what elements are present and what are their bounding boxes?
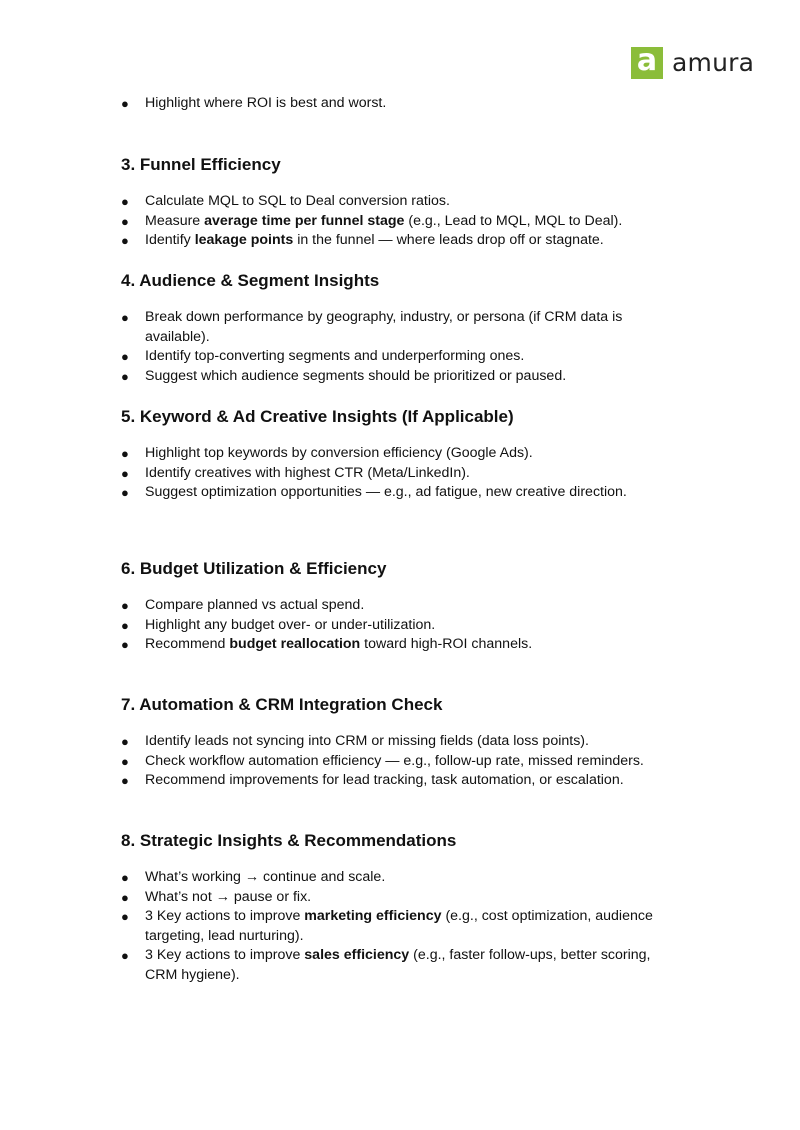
section-budget-utilization	[121, 558, 681, 655]
section-strategic-insights	[121, 830, 681, 986]
section-heading: 8. Strategic Insights & Recommendations	[121, 831, 457, 850]
list-item: ● Identify creatives with highest CTR (Meta/LinkedIn).	[121, 464, 470, 481]
section-automation-crm-check	[121, 694, 681, 791]
list-item: ● What’s not → pause or fix.	[121, 888, 312, 905]
section-keyword-ad-creative-insights	[121, 406, 681, 503]
section-funnel-efficiency	[121, 154, 681, 251]
amura-logo-mark: a	[631, 47, 663, 79]
list-item: ● Identify top-converting segments and underperforming ones.	[121, 348, 525, 365]
list-item: ● Break down performance by geography, industry, or persona (if CRM data is available).	[121, 309, 623, 345]
list-item: ● 3 Key actions to improve sales efficiency (e.g., faster follow-ups, better scoring, CRM hygiene).	[121, 947, 651, 983]
list-item: ● Calculate MQL to SQL to Deal conversion ratios.	[121, 193, 450, 209]
list-item: ● Identify leakage points in the funnel — where leads drop off or stagnate.	[121, 232, 604, 249]
section-heading: 6. Budget Utilization & Efficiency	[121, 559, 387, 578]
list-item: ● Identify leads not syncing into CRM or missing fields (data loss points).	[121, 733, 589, 749]
list-item: ● Measure average time per funnel stage (e.g., Lead to MQL, MQL to Deal).	[121, 212, 623, 229]
list-item: ● Highlight any budget over- or under-utilization.	[121, 616, 436, 633]
list-item: ● What’s working → continue and scale.	[121, 869, 386, 885]
list-item: ● Highlight top keywords by conversion efficiency (Google Ads).	[121, 445, 533, 461]
list-item: ● Recommend improvements for lead tracking, task automation, or escalation.	[121, 772, 624, 789]
section-heading: 7. Automation & CRM Integration Check	[121, 695, 443, 714]
list-item: ● 3 Key actions to improve marketing efficiency (e.g., cost optimization, audience targeting, lead nurturing).	[121, 908, 653, 944]
list-item: ● Suggest which audience segments should be prioritized or paused.	[121, 367, 567, 384]
list-item: ● Check workflow automation efficiency — e.g., follow-up rate, missed reminders.	[121, 752, 644, 769]
list-item: ● Compare planned vs actual spend.	[121, 597, 365, 613]
amura-logo	[631, 43, 755, 79]
list-item: ● Suggest optimization opportunities — e.g., ad fatigue, new creative direction.	[121, 484, 627, 501]
list-item: ● Highlight where ROI is best and worst.	[121, 95, 387, 111]
section-heading: 5. Keyword & Ad Creative Insights (If Applicable)	[121, 407, 514, 426]
list-item: ● Recommend budget reallocation toward high-ROI channels.	[121, 636, 533, 653]
section-heading: 3. Funnel Efficiency	[121, 155, 281, 174]
section-heading: 4. Audience & Segment Insights	[121, 271, 380, 290]
amura-logo-text: amura	[672, 48, 755, 77]
intro-list	[121, 94, 681, 114]
section-audience-segment-insights	[121, 270, 681, 386]
